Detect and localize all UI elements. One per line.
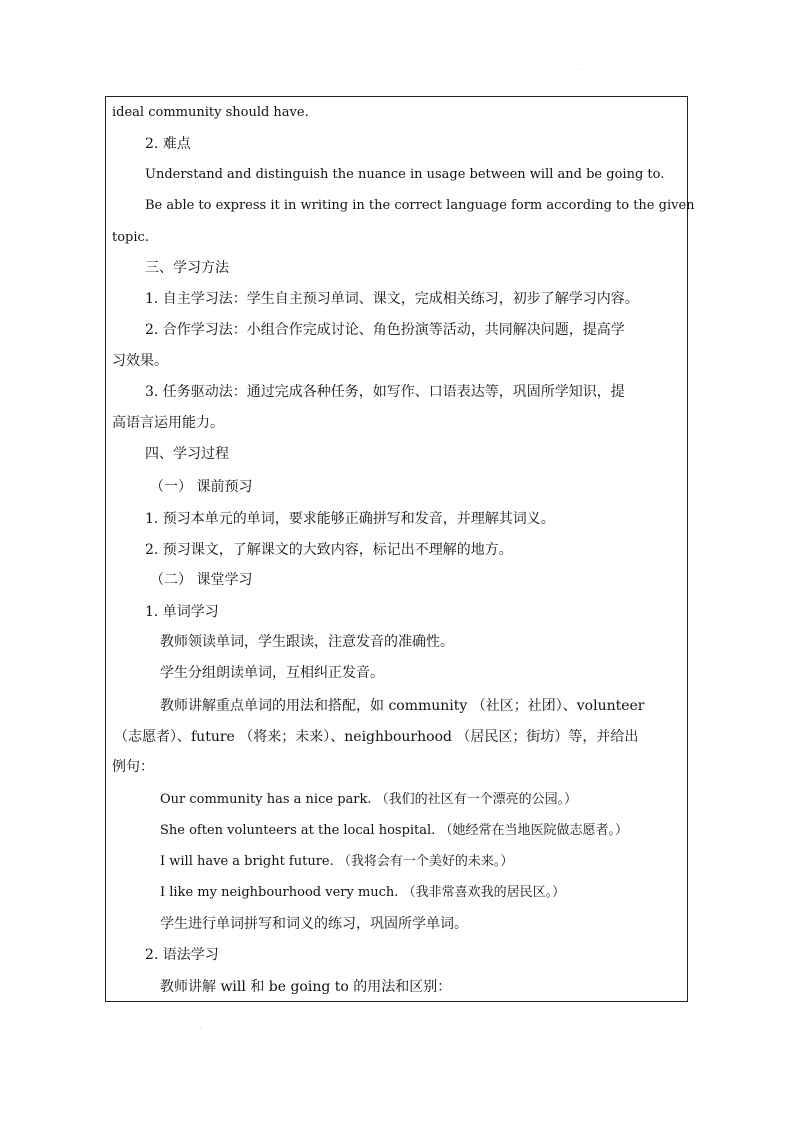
text-line: Be able to express it in writing in the correct language form according to the given [145,198,695,213]
text-line: 1. 单词学习 [145,604,219,620]
scan-speck [581,69,582,70]
text-line: 2. 语法学习 [145,947,219,963]
text-line: 教师讲解重点单词的用法和搭配，如 community （社区；社团）、volunteer [160,698,645,714]
text-line: 教师领读单词，学生跟读，注意发音的准确性。 [160,634,454,650]
text-line: 学生进行单词拼写和词义的练习，巩固所学单词。 [160,916,468,932]
text-line: 学生分组朗读单词，互相纠正发音。 [160,665,384,681]
example-sentence: I like my neighbourhood very much. （我非常喜欢我的居民区。） [160,885,566,900]
example-sentence: Our community has a nice park. （我们的社区有一个漂亮的公园。） [160,792,578,807]
text-line: topic. [112,230,149,245]
subsection-heading: （二） 课堂学习 [150,572,253,588]
text-line: 例句： [112,759,154,775]
text-line: 2. 合作学习法：小组合作完成讨论、角色扮演等活动，共同解决问题，提高学 [145,322,625,338]
text-line: 教师讲解 will 和 be going to 的用法和区别： [160,979,452,995]
text-line: 习效果。 [112,353,168,369]
subsection-heading: （一） 课前预习 [150,479,253,495]
text-line: Understand and distinguish the nuance in usage between will and be going to. [145,167,665,182]
text-line: 2. 预习课文，了解课文的大致内容，标记出不理解的地方。 [145,542,513,558]
text-line: 3. 任务驱动法：通过完成各种任务，如写作、口语表达等，巩固所学知识，提 [145,384,625,400]
section-heading: 四、学习过程 [145,446,229,462]
scan-speck [200,1027,201,1028]
section-heading: 2. 难点 [145,136,191,152]
example-sentence: I will have a bright future. （我将会有一个美好的未来。） [160,854,514,869]
text-line: 1. 自主学习法：学生自主预习单词、课文，完成相关练习，初步了解学习内容。 [145,291,639,307]
text-line: （志愿者）、future （将来；未来）、neighbourhood （居民区；街坊）等，并给出 [114,729,639,745]
text-line: 1. 预习本单元的单词，要求能够正确拼写和发音，并理解其词义。 [145,511,555,527]
section-heading: 三、学习方法 [145,260,229,276]
text-line: 高语言运用能力。 [112,415,224,431]
example-sentence: She often volunteers at the local hospital. （她经常在当地医院做志愿者。） [160,823,628,838]
text-line: ideal community should have. [112,105,309,120]
